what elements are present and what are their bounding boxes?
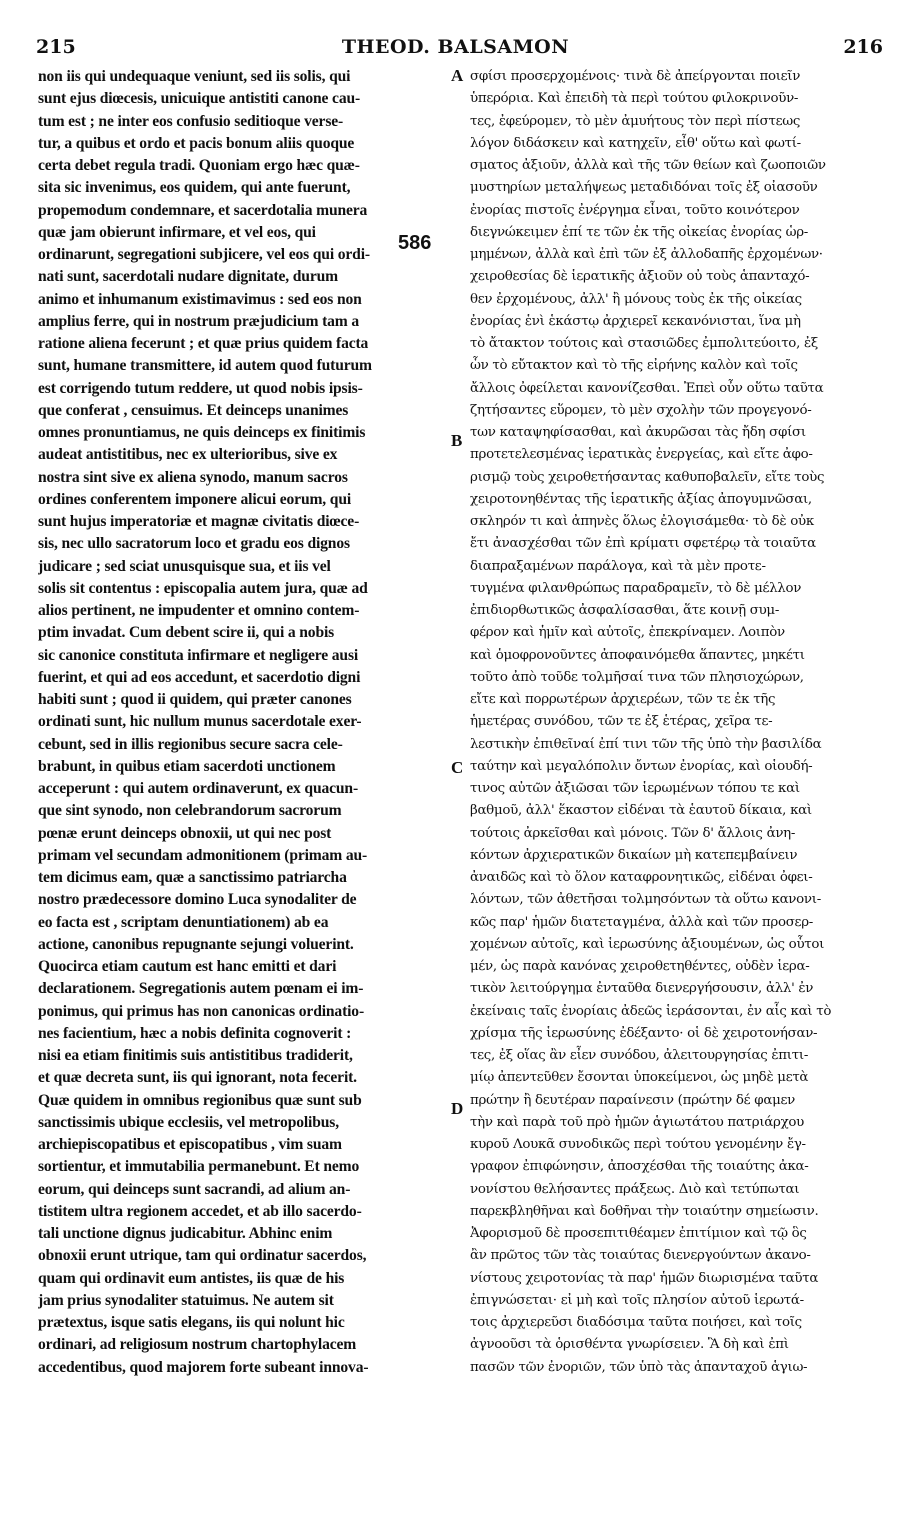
latin-text-line: sunt hujus imperatoriæ et magnæ civitatis diœce-	[38, 513, 360, 530]
latin-text-line: acceperunt : qui autem ordinaverunt, ex quacun-	[38, 780, 358, 797]
latin-text-line: nes facientium, hæc a nobis definita cognoverit :	[38, 1024, 352, 1042]
latin-text-line: primam vel secundam admonitionem (primam au-	[38, 846, 368, 864]
greek-text-line: σματος ἀξιοῦν, ἀλλὰ καὶ τῆς τῶν θείων καὶ ζωοποιῶν	[470, 158, 826, 173]
latin-text-line: est corrigendo tutum reddere, ut quod nobis ipsis-	[38, 379, 363, 397]
greek-text-line: τυγμένα φιλανθρώπως παραδραμεῖν, τὸ δὲ μέλλον	[470, 580, 802, 596]
latin-text-line: Quocirca etiam cautum est hanc emitti et dari	[38, 958, 337, 975]
greek-text-line: χειροθεσίας δὲ ἱερατικῆς ἀξιοῦν οὐ τοὺς ἁπανταχό-	[470, 269, 810, 285]
latin-text-line: ordinarunt, segregationi subjicere, vel eos qui ordi-	[38, 246, 370, 263]
latin-text-line: judicare ; sed sciat unusquisque sua, et iis vel	[38, 557, 331, 575]
greek-text-line: προτετελεσμένας ἱερατικὰς ἐνεργείας, καὶ εἴτε ἀφο-	[470, 447, 813, 463]
greek-text-line: βαθμοῦ, ἀλλ' ἕκαστον εἰδέναι τὰ ἑαυτοῦ δίκαια, καὶ	[470, 803, 812, 819]
greek-text-line: τὴν καὶ παρὰ τοῦ πρὸ ἡμῶν ἁγιωτάτου πατριάρχου	[470, 1114, 804, 1130]
greek-text-line: ἂν πρῶτος τῶν τὰς τοιαύτας διενεργούντων ἀκανο-	[470, 1248, 811, 1264]
greek-text-line: διαπραξαμένων παράλογα, καὶ τὰ μὲν προτε-	[470, 558, 766, 574]
latin-text-line: nostro prædecessore domino Luca synodaliter de	[38, 891, 357, 909]
latin-text-line: nostra sint sive ex aliena synodo, manum sacros	[38, 468, 348, 486]
latin-text-line: declarationem. Segregationis autem pœnam ei im-	[38, 980, 364, 998]
latin-text-line: non iis qui undequaque veniunt, sed iis solis, qui	[38, 68, 351, 85]
greek-text-line: εἴτε καὶ πορρωτέρων ἀρχιερέων, τῶν τε ἐκ τῆς	[470, 692, 776, 707]
greek-text-line: ρισμῷ τοὺς χειροθετήσαντας καθυποβαλεῖν, εἴτε τοὺς	[470, 469, 825, 485]
latin-column	[38, 66, 446, 1379]
latin-text-line: ratione aliena fecerunt ; et quæ prius quidem facta	[38, 335, 369, 352]
section-marker-b: B	[451, 431, 463, 450]
latin-text-line: sanctissimis ubique ecclesiis, vel metropolibus,	[38, 1113, 339, 1131]
latin-text-line: sortientur, et immutabilia permanebunt. Et nemo	[38, 1158, 360, 1176]
greek-text-line: τοῦτο ἀπὸ τοῦδε τολμῆσαί τινα τῶν πλησιοχώρων,	[470, 669, 804, 685]
greek-text-line: τικὸν λειτούργημα ἐνταῦθα διενεργήσουσιν, ἀλλ' ἐν	[470, 981, 814, 997]
greek-text-line: τοις ἀρχιερεῦσι διαδόσιμα ταῦτα ποιήσει, καὶ τοῖς	[470, 1315, 802, 1330]
latin-text-line: solis sit contentus : episcopalia autem jura, quæ ad	[38, 579, 368, 597]
greek-text-line: τὸ ἄτακτον τούτοις καὶ στασιῶδες ἐμπολιτεύοιτο, ἐξ	[470, 336, 818, 351]
greek-text-line: ἐνορίας ἑνὶ ἑκάστῳ ἀρχιερεῖ κεκανόνισται, ἵνα μὴ	[470, 313, 801, 329]
latin-text-line: actione, canonibus repugnante sejungi voluerint.	[38, 935, 354, 953]
latin-text-line: tum est ; ne inter eos confusio seditioque verse-	[38, 112, 344, 130]
latin-text-line: ponimus, qui primus has non canonicas ordinatio-	[38, 1002, 364, 1020]
greek-text-line: ἀναιδῶς καὶ τὸ ὅλον καταφρονητικῶς, εἰδέναι ὀφει-	[470, 870, 813, 885]
greek-text-line: ἐπιδιορθωτικῶς ἀσφαλίσασθαι, ἅτε κοινῇ συμ-	[470, 603, 780, 618]
greek-text-line: γραφον ἐπιφώνησιν, ἀποσχέσθαι τῆς τοιαύτης ἀκα-	[470, 1159, 809, 1175]
latin-text-line: propemodum condemnare, et sacerdotalia munera	[38, 201, 368, 219]
latin-text-line: sunt, humane transmittere, id autem quod futurum	[38, 357, 372, 375]
greek-text-line: τες, ἐξ οἵας ἂν εἶεν συνόδου, ἀλειτουργησίας ἐπιτι-	[470, 1048, 809, 1063]
latin-text-line: sita sic invenimus, eos quidem, qui ante fuerunt,	[38, 179, 351, 197]
latin-text-line: tistitem ultra regionem accedet, et ab illo sacerdo-	[38, 1202, 362, 1220]
greek-text-line: ἄλλοις ὀφείλεται κανονίζεσθαι. Ἐπεὶ οὖν οὕτω ταῦτα	[470, 380, 824, 396]
latin-text-line: eorum, qui deinceps sunt sacrandi, ad alium an-	[38, 1180, 351, 1198]
greek-text-line: ὑπερόρια. Καὶ ἐπειδὴ τὰ περὶ τούτου φιλοκρινοῦν-	[470, 91, 799, 107]
greek-text-line: τούτοις ἀρκεῖσθαι καὶ μόνοις. Τῶν δ' ἄλλοις ἀνη-	[470, 825, 796, 841]
latin-text-line: animo et inhumanum existimavimus : sed eos non	[38, 290, 362, 308]
greek-text-line: ταύτην καὶ μεγαλόπολιν ὄντων ἐνορίας, καὶ οἱουδή-	[470, 758, 813, 774]
latin-text-line: tali unctione dignus judicabitur. Abhinc enim	[38, 1225, 333, 1242]
latin-text-line: nisi ea etiam finitimis suis antistitibus tradiderit,	[38, 1047, 353, 1064]
greek-text-line: τινος αὐτῶν ἀξιῶσαι τῶν ἱερωμένων τόπου τε καὶ	[470, 781, 800, 796]
greek-text-line: κόντων ἀρχιερατικῶν δικαίων μὴ κατεπεμβαίνειν	[470, 847, 798, 863]
latin-text-line: accedentibus, quod majorem forte subeant innova-	[38, 1358, 369, 1376]
page-number-left: 215	[36, 36, 76, 58]
greek-text-line: ζητήσαντες εὕρομεν, τὸ μὲν σχολὴν τῶν προγεγονό-	[470, 402, 812, 418]
greek-text-line: χρίσμα τῆς ἱερωσύνης ἐδέξαντο· οἱ δὲ χειροτονήσαν-	[470, 1025, 818, 1041]
greek-text-line: χομένων αὐτοῖς, καὶ ἱερωσύνης ἀξιουμένων, ὡς οὗτοι	[470, 936, 825, 952]
greek-text-line: νονίστου θελήσαντες πράξεως. Διὸ καὶ τετύπωται	[470, 1181, 800, 1197]
latin-text-line: omnes pronuntiamus, ne quis deinceps ex finitimis	[38, 424, 366, 441]
latin-text-line: tem dicimus eam, quæ a sanctissimo patriarcha	[38, 869, 347, 886]
greek-text-line: νίστους χειροτονίας τὰ παρ' ἡμῶν διωρισμένα ταῦτα	[470, 1270, 819, 1286]
latin-text-line: sic canonice constituta infirmare et negligere ausi	[38, 646, 359, 664]
latin-text-line: ptim invadat. Cum debent scire ii, qui a nobis	[38, 624, 335, 642]
greek-text-line: μίῳ ἀπεντεῦθεν ἔσονται ὑποκείμενοι, ὡς μηδὲ μετὰ	[470, 1070, 809, 1086]
latin-text-line: nati sunt, sacerdotali nudare dignitate, durum	[38, 268, 338, 286]
greek-text-line: κῶς παρ' ἡμῶν διατεταγμένα, ἀλλὰ καὶ τῶν προσερ-	[470, 914, 813, 930]
greek-text-line: τες, ἐφεύρομεν, τὸ μὲν ἀμυήτους τὸν περὶ πίστεως	[470, 113, 801, 129]
running-title: THEOD. BALSAMON	[341, 36, 570, 58]
greek-text-line: λόγον διδάσκειν καὶ κατηχεῖν, εἶθ' οὕτω καὶ φωτί-	[470, 135, 801, 151]
latin-text-line: sis, nec ullo sacratorum loco et gradu eos dignos	[38, 535, 350, 553]
greek-text-line: ἐνορίας πιστοῖς ἐνέργημα εἶναι, τοῦτο κοινότερον	[470, 202, 800, 218]
greek-text-line: λόντων, τῶν ἀθετῆσαι τολμησόντων τὰ οὕτω κανονι-	[470, 892, 821, 908]
greek-text-line: φέρον καὶ ἡμῖν καὶ αὐτοῖς, ἐπεκρίναμεν. Λοιπὸν	[470, 625, 785, 641]
latin-text-line: cebunt, sed in illis regionibus secure sacra cele-	[38, 735, 343, 753]
section-marker-d: D	[451, 1099, 464, 1118]
latin-text-line: habiti sunt ; quod ii quidem, qui præter canones	[38, 691, 352, 708]
latin-text-line: jam prius synodaliter statuimus. Ne autem sit	[38, 1291, 334, 1309]
latin-text-line: prætextus, isque satis elegans, iis qui nolunt hic	[38, 1314, 345, 1331]
greek-text-line: πρώτην ἢ δευτέραν παραίνεσιν (πρώτην δέ φαμεν	[470, 1092, 795, 1108]
latin-text-line: audeat antistitibus, nec ex ulterioribus, sive ex	[38, 446, 338, 464]
greek-text-line: ἐκείναις ταῖς ἐνορίαις ἀδεῶς ἱεράσονται, ἐν αἷς καὶ τὸ	[470, 1003, 832, 1019]
latin-text-line: brabunt, in quibus etiam sacerdoti unctionem	[38, 757, 336, 775]
greek-text-line: πασῶν τῶν ἐνοριῶν, τῶν ὑπὸ τὰς ἁπανταχοῦ ἁγιω-	[470, 1359, 808, 1375]
greek-text-line: θεν ἐρχομένους, ἀλλ' ἢ μόνους τοὺς ἐκ τῆς οἰκείας	[470, 291, 802, 307]
greek-text-line: κυροῦ Λουκᾶ συνοδικῶς περὶ τούτου γενομένην ἔγ-	[470, 1137, 806, 1152]
latin-text-line: eo facta est , scriptam denuntiationem) ab ea	[38, 913, 329, 931]
latin-text-line: quam qui ordinavit eum antistes, iis quæ de his	[38, 1269, 345, 1287]
greek-text-line: μέν, ὡς παρὰ κανόνας χειροθετηθέντες, οὐδὲν ἱερα-	[470, 959, 810, 974]
latin-text-line: que sint synodo, non celebrandorum sacrorum	[38, 802, 342, 820]
greek-text-line: ἐπιγνώσεται· εἰ μὴ καὶ τοῖς πλησίον αὐτοῦ ἱερωτά-	[470, 1292, 804, 1308]
latin-text-line: archiepiscopatibus et episcopatibus , vim suam	[38, 1136, 342, 1153]
greek-text-line: λεστικὴν ἐπιθεῖναί ἐπί τινι τῶν τῆς ὑπὸ τὴν βασιλίδα	[470, 736, 822, 752]
latin-text-line: obnoxii erunt utrique, tam qui ordinatur sacerdos,	[38, 1247, 367, 1265]
latin-text-line: tur, a quibus et ordo et pacis bonum aliis quoque	[38, 134, 355, 152]
margin-column-number: 586	[398, 232, 432, 254]
latin-text-line: ordinari, ad religiosum nostrum chartophylacem	[38, 1336, 357, 1354]
greek-column	[470, 66, 885, 1379]
latin-text-line: fuerint, et qui ad eos accedunt, et sacerdotio digni	[38, 668, 361, 686]
latin-text-line: que conferat , censuimus. Et deinceps unanimes	[38, 401, 349, 419]
greek-text-line: παρεκβληθῆναι καὶ δοθῆναι τὴν τοιαύτην σημείωσιν.	[470, 1203, 819, 1219]
greek-text-line: σκληρόν τι καὶ ἀπηνὲς ὅλως ἐλογισάμεθα· τὸ δὲ οὐκ	[470, 514, 814, 529]
greek-text-line: μυστηρίων μεταλήψεως μεταδιδόναι τοῖς ἐξ οἰασοῦν	[470, 180, 818, 196]
latin-text-line: Quæ quidem in omnibus regionibus quæ sunt sub	[38, 1091, 362, 1109]
page-number-right: 216	[843, 36, 883, 58]
greek-text-line: ἡμετέρας συνόδου, τῶν τε ἐξ ἑτέρας, χεῖρα τε-	[470, 714, 773, 730]
section-marker-a: A	[451, 66, 464, 85]
latin-text-line: sunt ejus diœcesis, unicuique antistiti canone cau-	[38, 90, 361, 108]
greek-text-line: ἀγνοοῦσι τὰ ὁρισθέντα γνωρίσειεν. Ἃ δὴ καὶ ἐπὶ	[470, 1337, 789, 1353]
greek-text-line: ἔτι ἀνασχέσθαι τῶν ἐπὶ κρίματι σφετέρῳ τὰ τοιαῦτα	[470, 536, 816, 552]
latin-text-line: certa debet regula tradi. Quoniam ergo hæc quæ-	[38, 157, 360, 174]
latin-text-line: quæ jam obierunt infirmare, et vel eos, qui	[38, 223, 316, 241]
greek-text-line: χειροτονηθέντας τῆς ἱερατικῆς ἀξίας ἀπογυμνῶσαι,	[470, 491, 812, 507]
greek-text-line: των καταψηφίσασθαι, καὶ ἀκυρῶσαι τὰς ἤδη σφίσι	[470, 425, 806, 440]
greek-text-line: καὶ ὁμοφρονοῦντες ἀποφαινόμεθα ἅπαντες, μηκέτι	[470, 647, 805, 663]
latin-text-line: et quæ decreta sunt, iis qui ignorant, nota fecerit.	[38, 1069, 357, 1087]
section-marker-c: C	[451, 758, 464, 777]
latin-text-line: ordines conferentem imponere alicui eorum, qui	[38, 490, 352, 508]
greek-text-line: ὧν τὸ εὔτακτον καὶ τὸ τῆς εἰρήνης καλὸν καὶ τοῖς	[470, 358, 798, 374]
greek-text-line: Ἀφορισμοῦ δὲ προσεπιτιθέαμεν ἐπιτίμιον καὶ τῷ ὃς	[470, 1226, 807, 1241]
latin-text-line: pœnæ erunt deinceps obnoxii, ut qui nec post	[38, 824, 332, 842]
latin-text-line: amplius ferre, qui in nostrum præjudicium tam a	[38, 312, 360, 330]
latin-text-line: ordinati sunt, hic nullum munus sacerdotale exer-	[38, 713, 362, 731]
latin-text-line: alios pertinent, ne impudenter et omnino contem-	[38, 602, 360, 619]
greek-text-line: διεγνώκειμεν ἐπί τε τῶν ἐκ τῆς οἰκείας ἐνορίας ὡρ-	[470, 224, 809, 240]
greek-text-line: μημένων, ἀλλὰ καὶ ἐπὶ τῶν ἐξ ἀλλοδαπῆς ἐρχομένων·	[470, 247, 823, 262]
greek-text-line: σφίσι προσερχομένοις· τινὰ δὲ ἀπείργονται ποιεῖν	[470, 69, 801, 84]
